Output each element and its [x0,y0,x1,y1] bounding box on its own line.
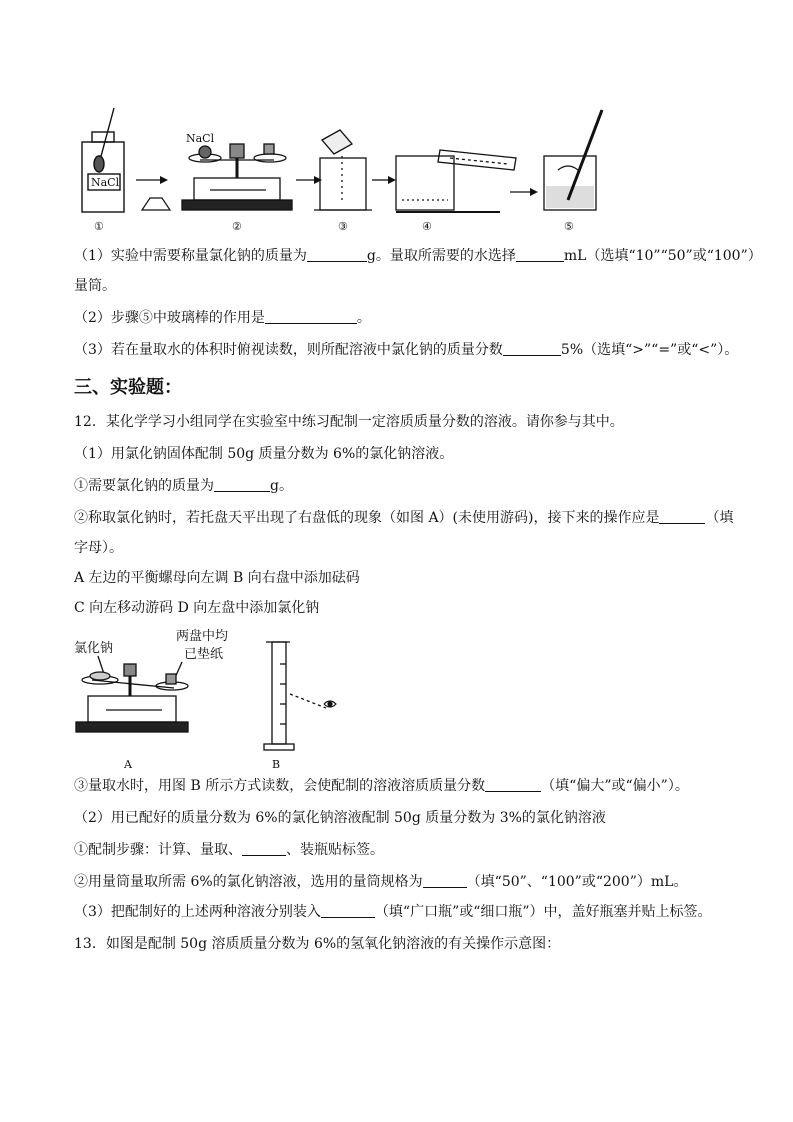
answer-blank [659,509,705,524]
section-title: 三、实验题： [74,377,182,398]
balance-reagent-label: NaCl [186,132,215,145]
q12-part2: （2）用已配好的质量分数为 6%的氯化钠溶液配制 50g 质量分数为 3%的氯化钠溶液 [74,810,606,826]
figure-ab [70,624,370,774]
q12-options-ab: A 左边的平衡螺母向左调 B 向右盘中添加砝码 [74,570,360,586]
beaker-stirring-icon [544,110,602,210]
q11-part1-line2: 量筒。 [74,278,116,294]
eye-icon [324,701,336,707]
answer-blank [321,903,375,918]
step-number: ⑤ [564,220,574,233]
answer-blank [307,247,367,262]
reagent-label: NaCl [91,176,120,189]
q11-part1-line1: （1）实验中需要称量氯化钠的质量为 g。量取所需要的水选择 mL（选填“10”“50”或“100”） [74,248,762,264]
balance-a-icon [76,656,188,732]
q12-part3: （3）把配制好的上述两种溶液分别装入 （填“广口瓶”或“细口瓶”）中，盖好瓶塞并贴上标签。 [74,904,712,920]
graduated-cylinder-icon [264,642,326,750]
answer-blank [503,341,561,356]
fig-a-note-line2: 已垫纸 [184,647,224,662]
q12-part2-1: ①配制步骤：计算、量取、 、装瓶贴标签。 [74,842,384,858]
step-number: ④ [422,220,432,233]
q12-stem: 12．某化学学习小组同学在实验室中练习配制一定溶质质量分数的溶液。请你参与其中。 [74,414,624,430]
q11-part3: （3）若在量取水的体积时俯视读数，则所配溶液中氯化钠的质量分数 5%（选填“>”“=”或“<”）。 [74,342,739,358]
q12-part1-2-line2: 字母）。 [74,540,123,556]
beaker-pouring-icon [314,130,372,210]
cylinder-pouring-icon [396,150,516,212]
q12-part1-1: ①需要氯化钠的质量为 g。 [74,478,293,494]
answer-blank [423,873,467,888]
answer-blank [214,477,270,492]
balance-icon [182,144,292,210]
answer-blank [242,841,286,856]
arrow-icon [296,176,322,184]
q12-part1-2-line1: ②称取氯化钠时，若托盘天平出现了右盘低的现象（如图 A）(未使用游码)，接下来的操作应是 （填 [74,510,734,526]
answer-blank [265,309,357,324]
reagent-bottle-icon [82,108,124,212]
step-number: ② [232,220,242,233]
q13-stem: 13．如图是配制 50g 溶质质量分数为 6%的氢氧化钠溶液的有关操作示意图： [74,936,561,952]
answer-blank [485,777,541,792]
q11-part2: （2）步骤⑤中玻璃棒的作用是 。 [74,310,371,326]
weight-block-icon [142,198,170,210]
q12-part2-2: ②用量筒量取所需 6%的氯化钠溶液，选用的量筒规格为 （填“50”、“100”或“200”）mL。 [74,874,688,890]
q12-part1: （1）用氯化钠固体配制 50g 质量分数为 6%的氯化钠溶液。 [74,446,454,462]
step-number: ③ [338,220,348,233]
fig-b-caption: B [272,758,281,771]
arrow-icon [510,188,538,196]
answer-blank [516,247,564,262]
experiment-steps-figure [70,100,610,240]
fig-a-note-line1: 两盘中均 [176,629,229,644]
step-number: ① [94,220,104,233]
fig-a-sodium-chloride-label: 氯化钠 [74,641,114,656]
fig-a-caption: A [124,758,132,771]
arrow-icon [136,176,168,184]
q12-part1-3: ③量取水时，用图 B 所示方式读数，会使配制的溶液溶质质量分数 （填“偏大”或“偏小”）。 [74,778,689,794]
q12-options-cd: C 向左移动游码 D 向左盘中添加氯化钠 [74,600,320,616]
arrow-icon [372,176,396,184]
